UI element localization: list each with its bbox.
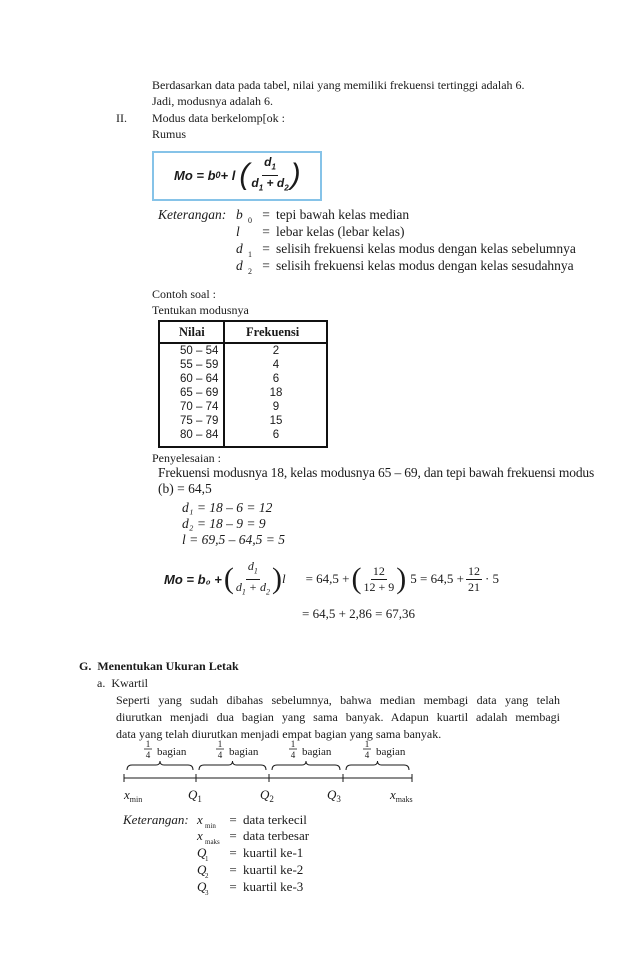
keterangan-label: Keterangan:	[158, 207, 227, 222]
mo-result: = 64,5 + 2,86 = 67,36	[302, 606, 415, 621]
right-paren: )	[290, 158, 301, 191]
fraction-denominator-a-sub: 1	[258, 182, 264, 192]
solution-l: l = 69,5 – 64,5 = 5	[182, 532, 285, 547]
ket2-symbol: Q	[197, 862, 207, 877]
ket-symbol: b	[236, 207, 243, 222]
ket2-symbol: Q	[197, 879, 207, 894]
formula-lhs-sub: 0	[215, 170, 221, 180]
header-frekuensi: Frekuensi	[246, 325, 300, 339]
formula-plus-l: + l	[220, 167, 236, 183]
point-label-sub: 1	[197, 794, 202, 804]
mo-frac2-den: 21	[467, 579, 480, 594]
table-cell-frekuensi: 6	[272, 429, 280, 441]
section-number: II.	[116, 111, 127, 125]
segment-label: bagian	[376, 746, 406, 758]
point-label-sub: 3	[336, 794, 341, 804]
mo-frac-den-a-sub: 1	[241, 586, 246, 596]
ket-symbol: d	[236, 258, 243, 273]
fraction-denominator-b-sub: 2	[284, 182, 289, 192]
fraction-denominator: 4	[290, 750, 296, 760]
segment-label: bagian	[229, 746, 259, 758]
ket-symbol-sub: 1	[248, 249, 252, 259]
ket2-symbol-sub: 3	[205, 888, 209, 897]
segment-label: bagian	[302, 746, 332, 758]
table-cell-frekuensi: 15	[269, 415, 283, 427]
solution-line-2: (b) = 64,5	[158, 481, 212, 496]
point-label-sub: 2	[269, 794, 274, 804]
table-cell-nilai: 80 – 84	[180, 429, 219, 441]
ket2-equals: =	[229, 879, 237, 894]
table-cell-frekuensi: 6	[272, 373, 280, 385]
left-paren: (	[239, 158, 250, 191]
fraction-numerator: 1	[217, 739, 223, 749]
solution-d1: d₁ = 18 – 6 = 12	[182, 500, 273, 515]
mo-paren2-close: )	[396, 562, 407, 595]
mo-paren-open: (	[223, 562, 234, 595]
kwartil-para-3: data yang telah diurutkan menjadi empat bagian yang sama banyak.	[116, 727, 442, 741]
mo-frac-den-plus: + d	[245, 579, 266, 594]
keterangan2-item	[197, 845, 303, 863]
mo-paren-close: )	[271, 562, 282, 595]
ket2-equals: =	[229, 812, 237, 827]
table-cell-nilai: 65 – 69	[180, 387, 219, 399]
mo-times: 5 = 64,5 +	[410, 571, 464, 586]
kwartil-para-2: diurutkan menjadi dua bagian yang sama banyak. Adapun kuartil adalah membagi	[116, 710, 560, 724]
mo-eq1: = 64,5 +	[305, 571, 350, 586]
table-cell-nilai: 55 – 59	[180, 359, 219, 371]
ket2-desc: data terbesar	[243, 828, 310, 843]
ket-symbol-sub: 0	[248, 215, 252, 225]
keterangan2-label: Keterangan:	[123, 812, 189, 827]
solution-d2: d₂ = 18 – 9 = 9	[182, 516, 266, 531]
ket2-symbol: x	[197, 812, 203, 827]
segment-brace	[127, 761, 193, 770]
segment-brace	[346, 761, 409, 770]
fraction-denominator-plus: + d	[263, 175, 285, 190]
table-cell-nilai: 60 – 64	[180, 373, 219, 385]
ket-symbol-sub: 2	[248, 266, 252, 276]
mo-l-symbol: l	[281, 571, 286, 586]
mo-frac-num: d	[247, 559, 254, 574]
mo-frac1-den: 12 + 9	[363, 579, 395, 594]
mo-tail: · 5	[484, 571, 500, 586]
table-cell-frekuensi: 2	[272, 345, 280, 357]
fraction-denominator: 4	[145, 750, 151, 760]
formula-lhs: Mo = b	[174, 167, 216, 183]
segment-brace	[199, 761, 266, 770]
keterangan2-item	[197, 828, 309, 846]
table-cell-frekuensi: 9	[272, 401, 280, 413]
ket2-symbol-sub: maks	[205, 837, 220, 846]
segment-label: bagian	[157, 746, 187, 758]
point-label: $Q_2$	[260, 787, 274, 804]
ket2-equals: =	[229, 862, 237, 877]
mo-lhs: Mo = b₀ +	[164, 571, 222, 587]
keterangan2-item	[197, 879, 303, 897]
ket-desc: selisih frekuensi kelas modus dengan kelas sesudahnya	[276, 258, 574, 273]
ket2-symbol-sub: min	[205, 821, 216, 830]
ket-equals: =	[262, 258, 270, 273]
intro-line-1: Berdasarkan data pada tabel, nilai yang memiliki frekuensi tertinggi adalah 6.	[152, 78, 525, 92]
fraction-numerator: 1	[364, 739, 370, 749]
keterangan2-item	[197, 812, 307, 830]
header-nilai: Nilai	[179, 325, 205, 339]
ket-symbol: l	[236, 224, 240, 239]
contoh-question: Tentukan modusnya	[152, 303, 249, 317]
contoh-label: Contoh soal :	[152, 287, 217, 301]
point-label: $x_{maks}$	[390, 787, 413, 804]
point-label: $x_{min}$	[124, 787, 143, 804]
ket2-equals: =	[229, 845, 237, 860]
ket2-symbol: x	[197, 828, 203, 843]
ket2-desc: kuartil ke-1	[243, 845, 304, 860]
fraction-numerator: d	[264, 155, 272, 170]
fraction-denominator: 4	[364, 750, 370, 760]
ket-equals: =	[262, 207, 270, 222]
ket-symbol: d	[236, 241, 243, 256]
keterangan2-item	[197, 862, 303, 880]
table-cell-frekuensi: 4	[272, 359, 280, 371]
mo-frac1-num: 12	[372, 563, 385, 578]
solution-label: Penyelesaian :	[152, 451, 221, 465]
ket2-symbol: Q	[197, 845, 207, 860]
fraction-denominator: 4	[217, 750, 223, 760]
section-title: Modus data berkelomp[ok :	[152, 111, 285, 125]
table-cell-nilai: 50 – 54	[180, 345, 219, 357]
fraction-denominator-a: d	[251, 175, 259, 190]
intro-line-2: Jadi, modusnya adalah 6.	[152, 94, 273, 108]
solution-line-1: Frekuensi modusnya 18, kelas modusnya 65 – 69, dan tepi bawah frekuensi modus	[158, 465, 595, 480]
mo-frac-den-a: d	[235, 579, 242, 594]
kwartil-heading: a. Kwartil	[97, 676, 148, 690]
mo-frac-num-sub: 1	[253, 566, 258, 576]
fraction-numerator: 1	[145, 739, 151, 749]
point-label: $Q_1$	[188, 787, 202, 804]
table-cell-nilai: 70 – 74	[180, 401, 219, 413]
ket2-symbol-sub: 2	[205, 871, 209, 880]
ket-desc: tepi bawah kelas median	[276, 207, 410, 222]
ket2-symbol-sub: 1	[205, 854, 209, 863]
ket2-desc: kuartil ke-2	[243, 862, 304, 877]
ket-equals: =	[262, 224, 270, 239]
table-cell-frekuensi: 18	[269, 387, 283, 399]
point-label-sub: min	[129, 795, 143, 804]
mo-frac-den-b-sub: 2	[265, 586, 270, 596]
ket-equals: =	[262, 241, 270, 256]
mo-frac2-num: 12	[467, 563, 480, 578]
ket2-desc: data terkecil	[243, 812, 307, 827]
ket2-desc: kuartil ke-3	[243, 879, 304, 894]
mo-paren2-open: (	[351, 562, 362, 595]
table-cell-nilai: 75 – 79	[180, 415, 219, 427]
rumus-label: Rumus	[152, 127, 187, 141]
kwartil-para-1: Seperti yang sudah dibahas sebelumnya, bahwa median membagi data yang telah	[116, 693, 560, 707]
point-label-sub: maks	[395, 795, 413, 804]
ket-desc: lebar kelas (lebar kelas)	[276, 224, 405, 239]
fraction-numerator-sub: 1	[271, 162, 276, 172]
segment-brace	[272, 761, 340, 770]
ket2-equals: =	[229, 828, 237, 843]
ket-desc: selisih frekuensi kelas modus dengan kelas sebelumnya	[276, 241, 576, 256]
fraction-numerator: 1	[290, 739, 296, 749]
point-label: $Q_3$	[327, 787, 341, 804]
section-g-title: G. Menentukan Ukuran Letak	[79, 659, 239, 673]
